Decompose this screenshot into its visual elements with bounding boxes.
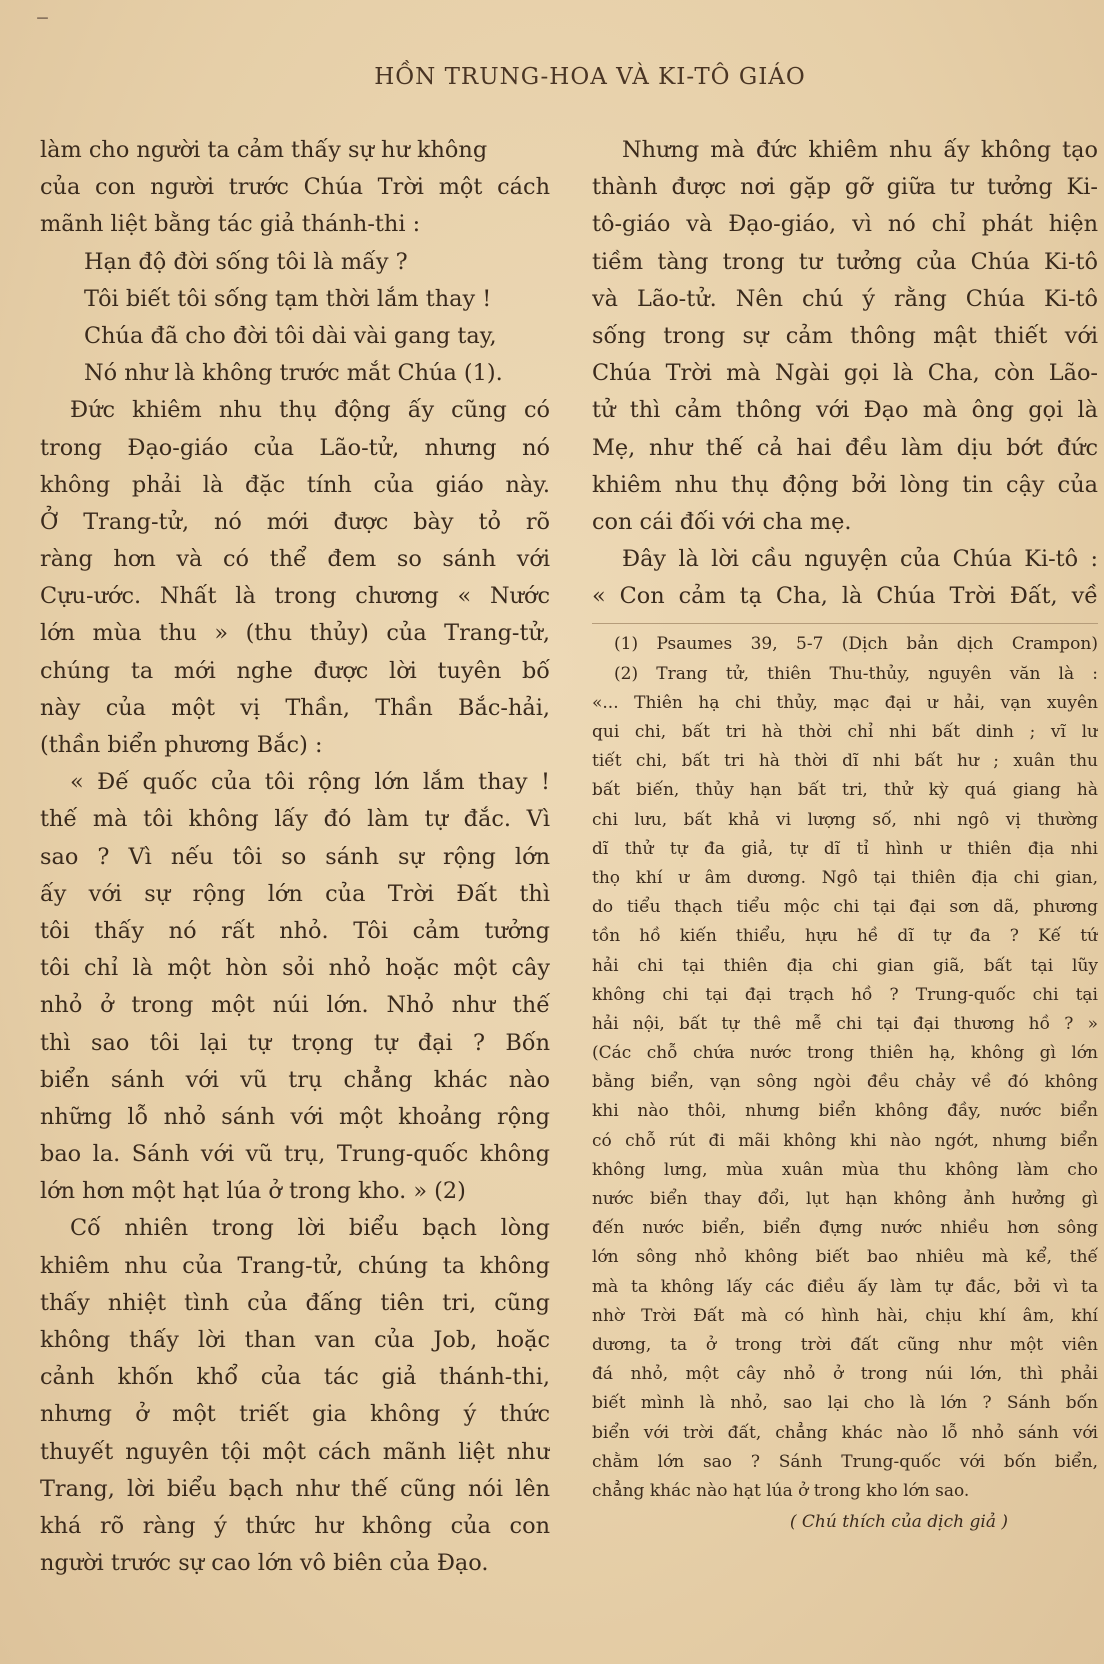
text-line: và Lão-tử. Nên chú ý rằng Chúa Ki-tô <box>592 285 1098 312</box>
text-line: khiêm nhu của Trang-tử, chúng ta không <box>40 1252 550 1279</box>
running-header: HỒN TRUNG-HOA VÀ KI-TÔ GIÁO <box>374 64 806 90</box>
verse-line: Hạn độ đời sống tôi là mấy ? <box>84 248 408 275</box>
footnote-line: đá nhỏ, một cây nhỏ ở trong núi lớn, thì phải <box>592 1364 1098 1385</box>
text-line: ràng hơn và có thể đem so sánh với <box>40 546 550 573</box>
footnote-line: dĩ thử tự đa giả, tự dĩ tỉ hình ư thiên địa nhi <box>592 838 1098 859</box>
footnote-line: khi nào thôi, nhưng biển không đầy, nước biển <box>592 1101 1098 1122</box>
footnote-line: tồn hồ kiến thiểu, hựu hề dĩ tự đa ? Kế tứ <box>592 926 1098 947</box>
footnote-line: đến nước biển, biển đựng nước nhiều hơn sông <box>592 1218 1098 1239</box>
footnote-line: nhờ Trời Đất mà có hình hài, chịu khí âm, khí <box>592 1305 1098 1326</box>
footnote-divider <box>592 623 1098 624</box>
text-line: thấy nhiệt tình của đấng tiên tri, cũng <box>40 1289 550 1316</box>
text-line: (thần biển phương Bắc) : <box>40 732 323 758</box>
text-line: này của một vị Thần, Thần Bắc-hải, <box>40 694 550 721</box>
text-line: Chúa Trời mà Ngài gọi là Cha, còn Lão- <box>592 360 1098 387</box>
text-line: nhỏ ở trong một núi lớn. Nhỏ như thế <box>40 992 550 1019</box>
text-line: tiềm tàng trong tư tưởng của Chúa Ki-tô <box>592 248 1098 275</box>
text-line: những lỗ nhỏ sánh với một khoảng rộng <box>40 1103 550 1130</box>
text-line: cảnh khốn khổ của tác giả thánh-thi, <box>40 1364 550 1391</box>
text-line: khá rõ ràng ý thức hư không của con <box>40 1512 550 1539</box>
footnote-line: lớn sông nhỏ không biết bao nhiêu mà kể, thế <box>592 1247 1098 1268</box>
footnote-line: có chỗ rút đi mãi không khi nào ngớt, nhưng biển <box>592 1130 1098 1151</box>
footnote-line: (Các chỗ chứa nước trong thiên hạ, không gì lớn <box>592 1043 1098 1064</box>
text-line: biển sánh với vũ trụ chẳng khác nào <box>40 1066 550 1093</box>
left-column <box>40 132 550 1582</box>
text-line: « Con cảm tạ Cha, là Chúa Trời Đất, về <box>592 583 1098 610</box>
text-line: không thấy lời than van của Job, hoặc <box>40 1327 550 1353</box>
footnote-line: thọ khí ư âm dương. Ngô tại thiên địa chi gian, <box>592 867 1098 888</box>
corner-mark: – <box>36 2 49 32</box>
text-line: Đây là lời cầu nguyện của Chúa Ki-tô : <box>622 546 1098 573</box>
text-line: trong Đạo-giáo của Lão-tử, nhưng nó <box>40 434 550 461</box>
text-line: thành được nơi gặp gỡ giữa tư tưởng Ki- <box>592 174 1098 201</box>
footnote-line: hải chi tại thiên địa chi gian giã, bất tại lũy <box>592 955 1098 976</box>
text-line: Đức khiêm nhu thụ động ấy cũng có <box>70 397 550 424</box>
footnote-line: qui chi, bất tri hà thời chỉ nhi bất dinh ; vĩ lư <box>592 722 1098 742</box>
footnote-line: bất biến, thủy hạn bất tri, thử kỳ quá giang hà <box>592 780 1098 801</box>
text-line: của con người trước Chúa Trời một cách <box>40 174 550 201</box>
footnote-line: chẳng khác nào hạt lúa ở trong kho lớn sao. <box>592 1480 970 1501</box>
text-line: sống trong sự cảm thông mật thiết với <box>592 322 1098 349</box>
footnote-line: do tiểu thạch tiểu mộc chi tại đại sơn dã, phương <box>592 897 1098 918</box>
text-line: lớn mùa thu » (thu thủy) của Trang-tử, <box>40 620 550 647</box>
verse-line: Tôi biết tôi sống tạm thời lắm thay ! <box>84 285 492 312</box>
text-line: « Đế quốc của tôi rộng lớn lắm thay ! <box>70 769 550 796</box>
translator-note-signature: ( Chú thích của dịch giả ) <box>789 1512 1008 1533</box>
footnote-line: hải nội, bất tự thê mễ chi tại đại thương hồ ? » <box>592 1013 1098 1034</box>
footnote-line: chằm lớn sao ? Sánh Trung-quốc với bốn biển, <box>592 1451 1098 1472</box>
text-line: người trước sự cao lớn vô biên của Đạo. <box>40 1550 489 1577</box>
text-line: Mẹ, như thế cả hai đều làm dịu bớt đức <box>592 434 1098 461</box>
text-line: thì sao tôi lại tự trọng tự đại ? Bốn <box>40 1029 550 1056</box>
text-line: làm cho người ta cảm thấy sự hư không <box>40 137 488 163</box>
text-line: sao ? Vì nếu tôi so sánh sự rộng lớn <box>40 843 550 870</box>
text-line: Cố nhiên trong lời biểu bạch lòng <box>70 1215 550 1242</box>
footnote-line: dương, ta ở trong trời đất cũng như một viên <box>592 1334 1098 1355</box>
text-line: Trang, lời biểu bạch như thế cũng nói lên <box>40 1475 550 1502</box>
text-line: con cái đối với cha mẹ. <box>592 508 852 535</box>
text-line: chúng ta mới nghe được lời tuyên bố <box>40 657 550 684</box>
text-line: tô-giáo và Đạo-giáo, vì nó chỉ phát hiện <box>592 211 1098 238</box>
text-line: tử thì cảm thông với Đạo mà ông gọi là <box>592 397 1098 424</box>
text-line: ấy với sự rộng lớn của Trời Đất thì <box>40 880 550 907</box>
text-line: Ở Trang-tử, nó mới được bày tỏ rõ <box>40 508 550 535</box>
footnote-line: (2) Trang tử, thiên Thu-thủy, nguyên văn là : <box>614 663 1098 684</box>
text-line: Nhưng mà đức khiêm nhu ấy không tạo <box>622 137 1098 163</box>
footnote-line: tiết chi, bất tri hà thời dĩ nhi bất hư ; xuân thu <box>592 751 1098 772</box>
text-line: nhưng ở một triết gia không ý thức <box>40 1401 550 1428</box>
footnote-line: (1) Psaumes 39, 5-7 (Dịch bản dịch Crampon) <box>614 634 1098 655</box>
footnote-line: không lưng, mùa xuân mùa thu không làm cho <box>592 1159 1098 1180</box>
footnote-line: chi lưu, bất khả vi lượng số, nhi ngô vị thường <box>592 809 1098 830</box>
footnote-line: biển với trời đất, chẳng khác nào lỗ nhỏ sánh với <box>592 1422 1098 1443</box>
text-line: bao la. Sánh với vũ trụ, Trung-quốc không <box>40 1141 550 1168</box>
text-line: lớn hơn một hạt lúa ở trong kho. » (2) <box>40 1178 466 1205</box>
text-line: không phải là đặc tính của giáo này. <box>40 471 550 498</box>
text-line: tôi thấy nó rất nhỏ. Tôi cảm tưởng <box>40 917 550 944</box>
right-column <box>592 132 1098 1538</box>
footnote-line: không chi tại đại trạch hồ ? Trung-quốc chi tại <box>592 984 1098 1005</box>
verse-line: Nó như là không trước mắt Chúa (1). <box>84 360 503 387</box>
footnote-line: nước biển thay đổi, lụt hạn không ảnh hưởng gì <box>592 1189 1098 1209</box>
footnote-line: mà ta không lấy các điều ấy làm tự đắc, bởi vì ta <box>592 1276 1098 1297</box>
text-line: khiêm nhu thụ động bởi lòng tin cậy của <box>592 471 1098 498</box>
footnote-line: biết mình là nhỏ, sao lại cho là lớn ? Sánh bốn <box>592 1393 1098 1414</box>
text-line: thuyết nguyên tội một cách mãnh liệt như <box>40 1438 550 1465</box>
text-line: tôi chỉ là một hòn sỏi nhỏ hoặc một cây <box>40 955 550 982</box>
text-line: mãnh liệt bằng tác giả thánh-thi : <box>40 211 421 238</box>
verse-line: Chúa đã cho đời tôi dài vài gang tay, <box>84 322 497 349</box>
footnote-line: «... Thiên hạ chi thủy, mạc đại ư hải, vạn xuyên <box>592 692 1098 713</box>
text-line: thế mà tôi không lấy đó làm tự đắc. Vì <box>40 806 550 833</box>
text-line: Cựu-ước. Nhất là trong chương « Nước <box>40 583 550 610</box>
footnote-line: bằng biển, vạn sông ngòi đều chảy về đó không <box>592 1072 1098 1093</box>
